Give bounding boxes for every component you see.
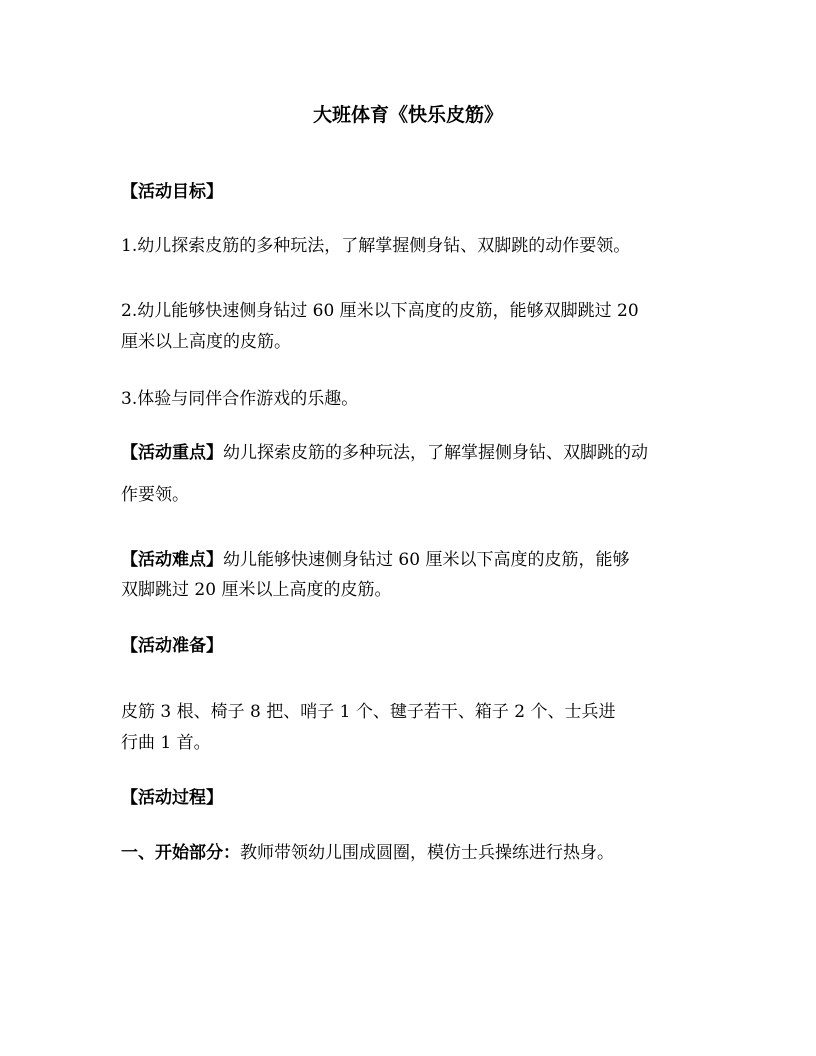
difficulty-text: 幼儿能够快速侧身钻过 60 厘米以下高度的皮筋，能够 [223,550,630,570]
preparation-heading: 【活动准备】 [121,636,223,656]
preparation-line-1: 皮筋 3 根、椅子 8 把、哨子 1 个、毽子若干、箱子 2 个、士兵进 [121,702,616,722]
difficulty-heading: 【活动难点】 [121,550,223,570]
process-heading: 【活动过程】 [121,788,223,808]
document-title: 大班体育《快乐皮筋》 [312,104,503,126]
objective-2-line-1: 2.幼儿能够快速侧身钻过 60 厘米以下高度的皮筋，能够双脚跳过 20 [121,301,639,321]
part-1-paragraph [121,838,701,868]
objective-3: 3.体验与同伴合作游戏的乐趣。 [121,389,359,409]
difficulty-line-1 [121,545,701,575]
objective-2-line-2: 厘米以上高度的皮筋。 [121,332,291,352]
objective-1: 1.幼儿探索皮筋的多种玩法，了解掌握侧身钻、双脚跳的动作要领。 [121,236,631,256]
key-point-text: 幼儿探索皮筋的多种玩法，了解掌握侧身钻、双脚跳的动 [223,443,648,463]
key-point-line-2: 作要领。 [121,485,189,505]
key-point-heading: 【活动重点】 [121,443,223,463]
part-1-text: 教师带领幼儿围成圆圈，模仿士兵操练进行热身。 [240,843,614,863]
difficulty-line-2: 双脚跳过 20 厘米以上高度的皮筋。 [121,580,392,600]
preparation-line-2: 行曲 1 首。 [121,733,211,753]
part-1-label: 一、开始部分： [121,843,240,863]
objectives-heading: 【活动目标】 [121,182,223,202]
key-point-line-1 [121,438,701,468]
